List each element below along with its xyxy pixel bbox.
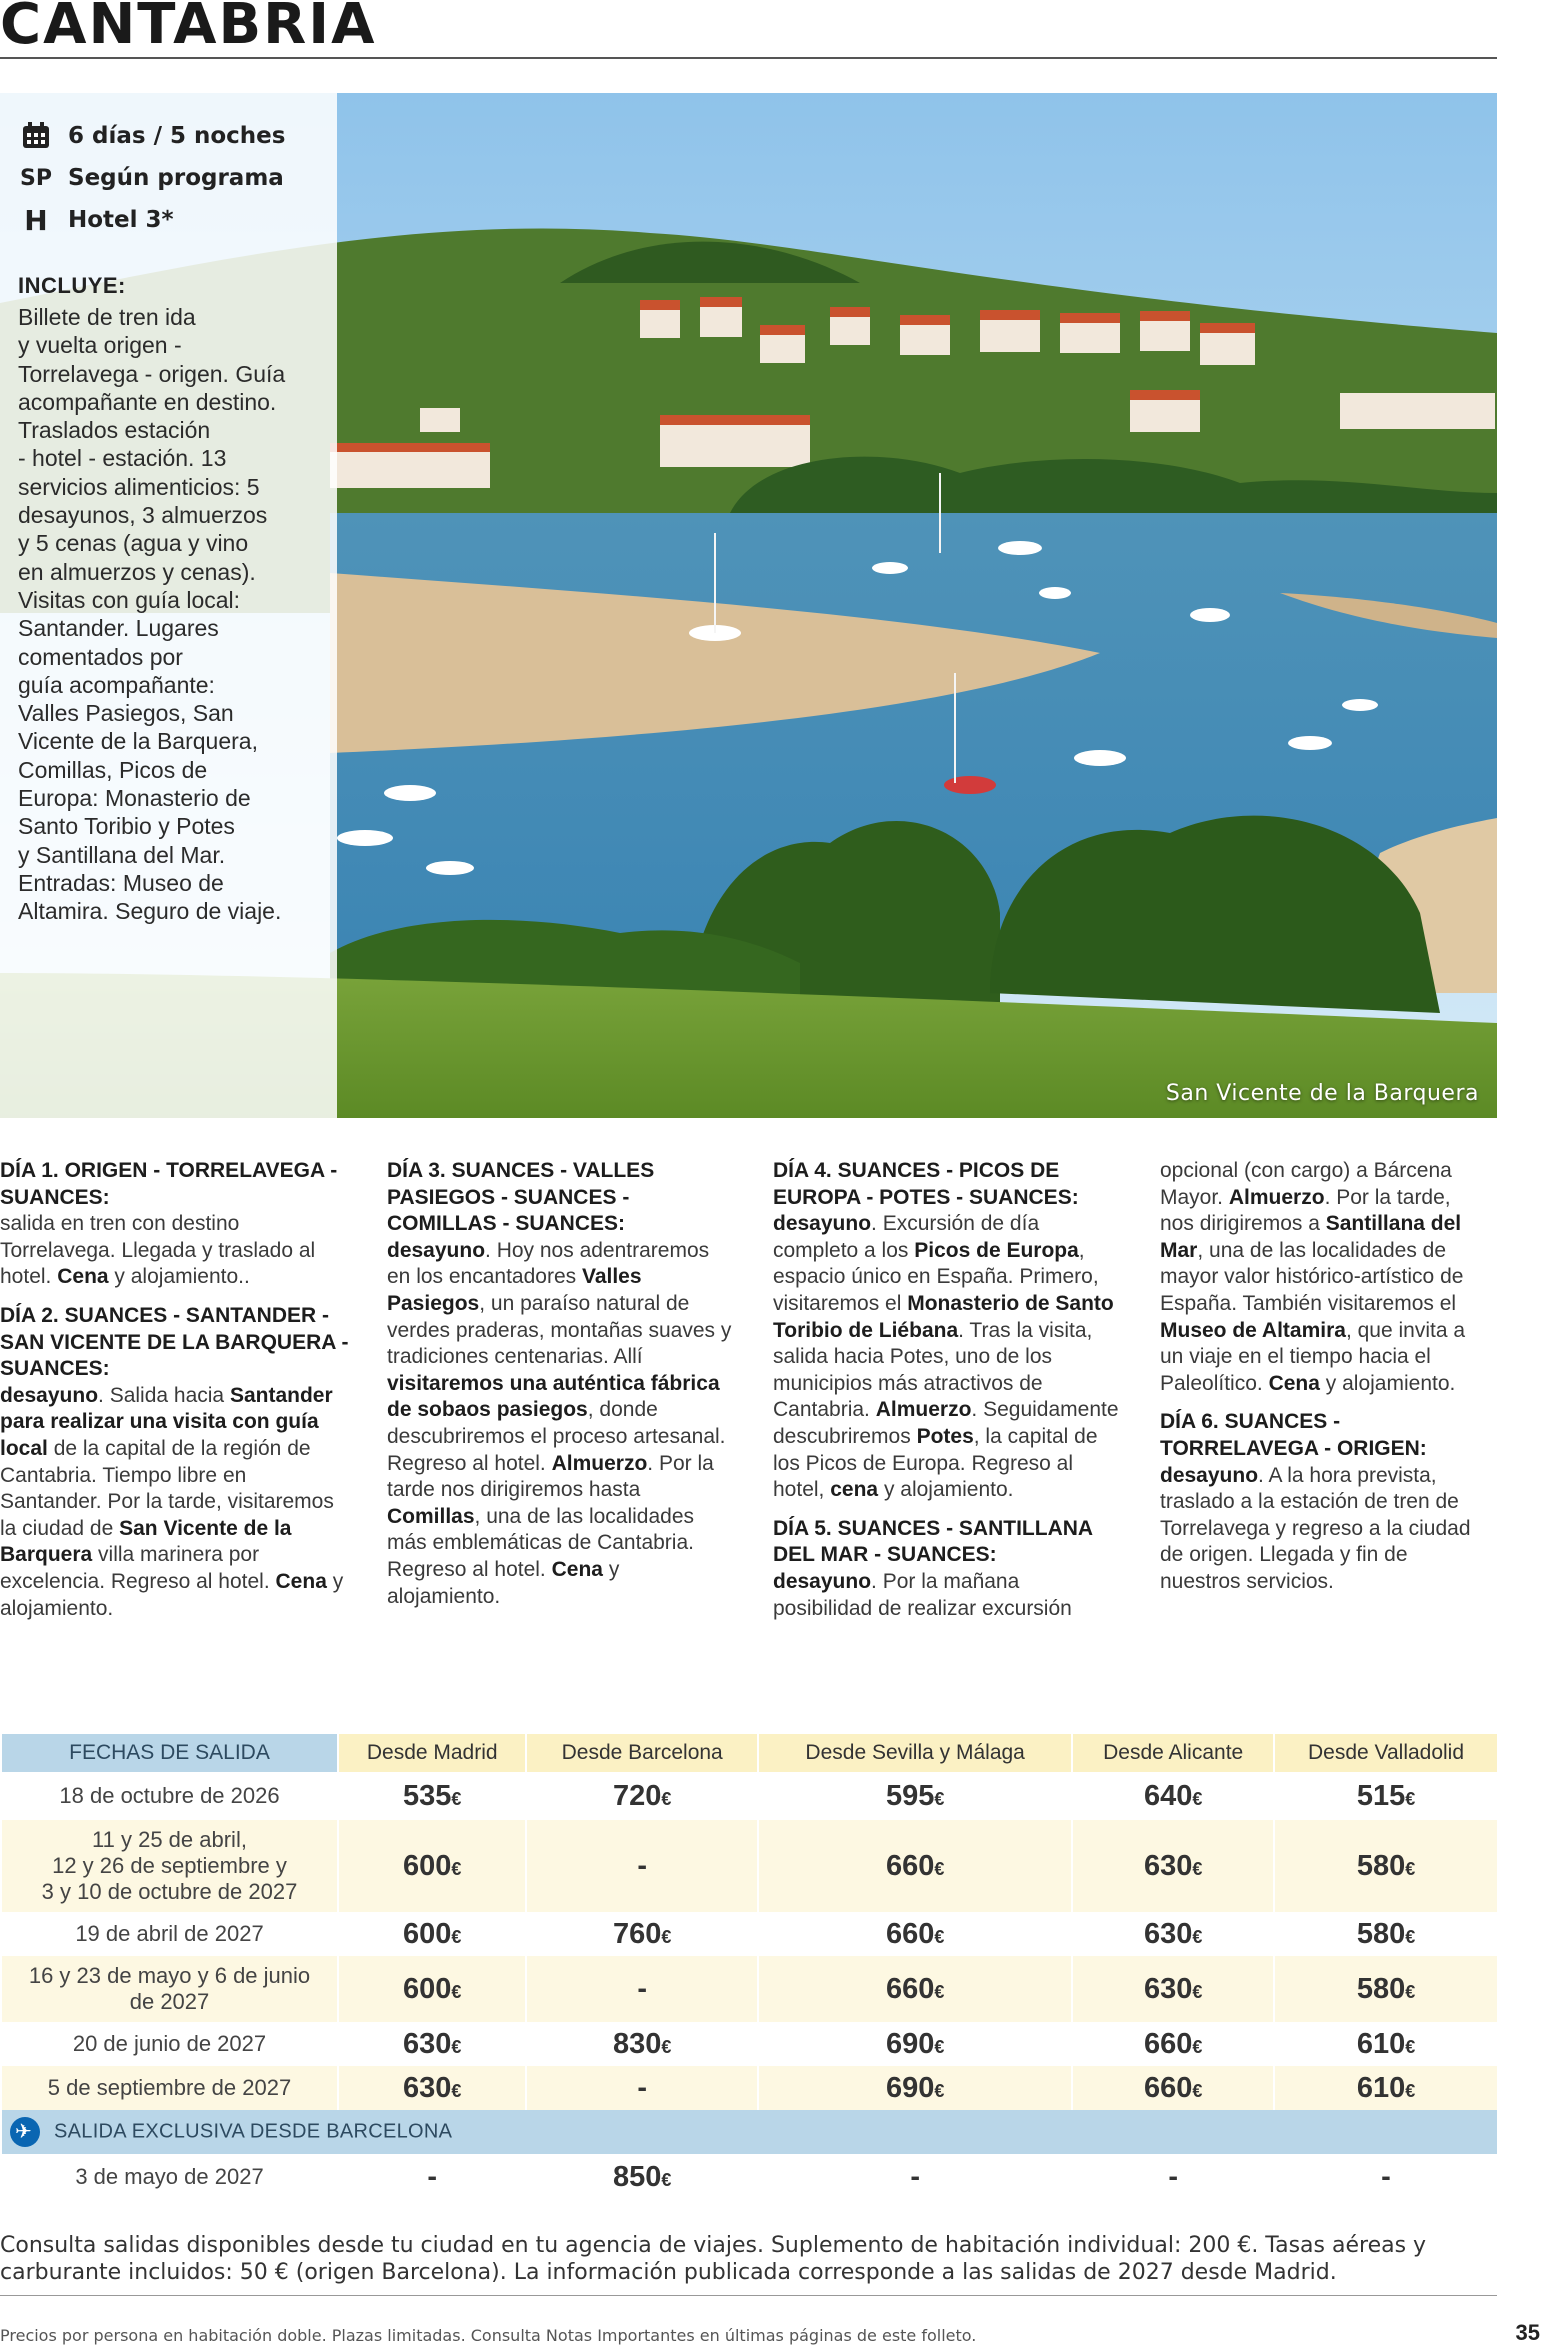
departure-date: 3 de mayo de 2027 — [1, 2154, 338, 2200]
photo-caption: San Vicente de la Barquera — [1165, 1081, 1479, 1106]
day-3-lunch: Almuerzo — [551, 1451, 648, 1475]
price-cell — [1274, 1912, 1497, 1956]
currency-symbol: € — [1405, 1926, 1416, 1947]
price-cell — [1072, 2022, 1274, 2066]
title-divider — [0, 57, 1497, 59]
price-value: - — [637, 1849, 648, 1882]
price-value: 580 — [1356, 1849, 1406, 1882]
day-5 — [773, 1516, 1123, 1622]
day-4-meal: cena — [830, 1478, 879, 1502]
regime-text: Según programa — [68, 165, 284, 191]
includes-heading: INCLUYE: — [18, 273, 126, 298]
price-value: 660 — [885, 1917, 935, 1950]
price-cell — [526, 1772, 758, 1820]
day-2-meal: Cena — [275, 1569, 327, 1593]
page-title: CANTABRIA — [0, 0, 377, 57]
price-value: 660 — [1143, 2071, 1193, 2104]
day-2-text-2: de la capital de la región de Cantabria. Tiempo libre en Santander. Por la tarde, visitaremos la ciudad de — [0, 1436, 334, 1540]
price-row — [1, 2022, 1497, 2066]
day-3-highlight-3: Comillas — [387, 1504, 475, 1528]
day-3-text-3: , donde descubriremos el proceso artesanal. Regreso al hotel. — [387, 1398, 726, 1475]
day-5-meal: Cena — [1268, 1371, 1320, 1395]
price-cell — [1072, 1956, 1274, 2022]
includes-text: Billete de tren ida y vuelta origen - Torrelavega - origen. Guía acompañante en destino. Traslados estación - hotel - estación. 13 servicios alimenticios: 5 desayunos, 3 almuerzos y 5 cenas (agua y vino en almuerzos y cenas). Visitas con guía local: Santander. Lugares comentados por guía acompañante: Valles Pasiegos, San Vicente de la Barquera, Comillas, Picos de Europa: Monasterio de Santo Toribio y Potes y Santillana del Mar. Entradas: Museo de Altamira. Seguro de viaje. — [18, 304, 286, 925]
price-cell — [526, 2154, 758, 2200]
price-cell — [526, 1912, 758, 1956]
currency-symbol: € — [1405, 2036, 1416, 2057]
price-cell — [1274, 2022, 1497, 2066]
price-value: 830 — [612, 2027, 662, 2060]
currency-symbol: € — [1192, 1788, 1203, 1809]
price-cell — [1072, 2154, 1274, 2200]
price-value: 660 — [885, 1849, 935, 1882]
price-table-header — [1, 1734, 1497, 1772]
duration-text: 6 días / 5 noches — [68, 123, 286, 149]
price-cell — [526, 1820, 758, 1912]
price-cell — [338, 2154, 526, 2200]
price-cell — [338, 2022, 526, 2066]
regime-badge-icon: SP — [20, 165, 52, 191]
price-row — [1, 2066, 1497, 2110]
currency-symbol: € — [451, 1788, 462, 1809]
day-4-text-2: , espacio único en España. Primero, visitaremos el — [773, 1238, 1099, 1315]
day-2-text-end: y alojamiento. — [0, 1569, 344, 1620]
currency-symbol: € — [1405, 1858, 1416, 1879]
currency-symbol: € — [934, 1858, 945, 1879]
price-cell — [1274, 1956, 1497, 2022]
day-3-text-4: . Por la tarde nos dirigiremos hasta — [387, 1451, 714, 1502]
price-value: 595 — [885, 1779, 935, 1812]
day-5-text: . Por la mañana posibilidad de realizar excursión — [773, 1569, 1072, 1620]
day-4-text-end: y alojamiento. — [883, 1478, 1014, 1502]
price-value: 630 — [1143, 1972, 1193, 2005]
day-3-text-2: , un paraíso natural de verdes praderas, montañas suaves y tradiciones centenarias. Allí — [387, 1291, 732, 1369]
price-value: 600 — [403, 1917, 452, 1950]
price-row — [1, 1772, 1497, 1820]
day-3-breakfast: desayuno — [387, 1238, 486, 1262]
duration-row — [18, 115, 337, 157]
currency-symbol: € — [1192, 1926, 1203, 1947]
price-cell — [338, 1956, 526, 2022]
day-5-text-4: , una de las localidades de mayor valor histórico-artístico de España. También visitaremos el — [1160, 1238, 1464, 1315]
departure-date: 18 de octubre de 2026 — [1, 1772, 338, 1820]
exclusive-price-row — [1, 2154, 1497, 2200]
day-5-text-5: , que invita a un viaje en el tiempo hacia el Paleolítico. — [1160, 1318, 1466, 1395]
currency-symbol: € — [661, 2036, 672, 2057]
currency-symbol: € — [934, 1788, 945, 1809]
day-2-highlight: Santander para realizar una visita con guía local — [0, 1383, 333, 1460]
price-value: - — [1168, 2160, 1179, 2193]
price-row — [1, 1820, 1497, 1912]
day-6 — [1160, 1409, 1490, 1595]
price-value: 760 — [612, 1917, 662, 1950]
header-dates: FECHAS DE SALIDA — [1, 1734, 338, 1772]
day-5-title: DÍA 5. SUANCES - SANTILLANA DEL MAR - SUANCES: — [773, 1516, 1093, 1567]
itinerary-column-4 — [1160, 1158, 1490, 1608]
day-2-highlight-2: San Vicente de la Barquera — [0, 1516, 292, 1567]
day-4-text-3: . Tras la visita, salida hacia Potes, uno de los municipios más atractivos de Cantabria. — [773, 1318, 1093, 1422]
calendar-icon — [18, 121, 54, 151]
currency-symbol: € — [661, 1926, 672, 1947]
day-4-text: . Excursión de día completo a los — [773, 1212, 1040, 1262]
exclusive-label: SALIDA EXCLUSIVA DESDE BARCELONA — [54, 2120, 453, 2143]
itinerary-column-1 — [0, 1158, 350, 1634]
hotel-row — [18, 199, 337, 241]
price-cell — [758, 1820, 1072, 1912]
departure-date: 19 de abril de 2027 — [1, 1912, 338, 1956]
price-value: 580 — [1356, 1972, 1406, 2005]
price-value: 660 — [885, 1972, 935, 2005]
price-table — [0, 1734, 1497, 2200]
day-1-text: salida en tren con destino Torrelavega. Llegada y traslado al hotel. — [0, 1212, 316, 1289]
day-4-text-5: , la capital de los Picos de Europa. Regreso al hotel, — [773, 1424, 1098, 1502]
price-value: 600 — [403, 1849, 452, 1882]
price-value: 630 — [403, 2027, 452, 2060]
day-6-breakfast: desayuno — [1160, 1463, 1259, 1487]
price-value: 660 — [1143, 2027, 1193, 2060]
day-3-text: . Hoy nos adentraremos en los encantadores — [387, 1238, 710, 1289]
day-4-highlight-2: Monasterio de Santo Toribio de Liébana — [773, 1291, 1114, 1342]
price-value: 720 — [612, 1779, 662, 1812]
day-2-breakfast: desayuno — [0, 1383, 99, 1407]
day-3-highlight: Valles Pasiegos — [387, 1265, 642, 1315]
currency-symbol: € — [1192, 1858, 1203, 1879]
price-value: - — [427, 2160, 438, 2193]
price-cell — [1274, 1772, 1497, 1820]
price-value: 515 — [1356, 1779, 1406, 1812]
info-note: Consulta salidas disponibles desde tu ciudad en tu agencia de viajes. Suplemento de habitación individual: 200 €. Tasas aéreas y carburante incluidos: 50 € (origen Barcelona). La información publicada corresponde a las salidas de 2027 desde Madrid. — [0, 2233, 1427, 2285]
price-cell — [1274, 1820, 1497, 1912]
footnote: Precios por persona en habitación doble. Plazas limitadas. Consulta Notas Importantes en últimas páginas de este folleto. — [0, 2326, 977, 2345]
hotel-icon: H — [24, 203, 48, 237]
price-value: - — [1381, 2160, 1391, 2193]
price-value: 600 — [403, 1972, 452, 2005]
currency-symbol: € — [661, 1788, 672, 1809]
price-cell — [1072, 1772, 1274, 1820]
departure-date: 5 de septiembre de 2027 — [1, 2066, 338, 2110]
day-4 — [773, 1158, 1123, 1504]
day-4-title: DÍA 4. SUANCES - PICOS DE EUROPA - POTES - SUANCES: — [773, 1159, 1079, 1209]
price-row — [1, 1956, 1497, 2022]
price-cell — [1274, 2066, 1497, 2110]
day-1 — [0, 1158, 350, 1291]
day-3 — [387, 1158, 737, 1610]
day-6-title: DÍA 6. SUANCES - TORRELAVEGA - ORIGEN: — [1160, 1410, 1427, 1460]
currency-symbol: € — [1192, 1981, 1203, 2002]
currency-symbol: € — [451, 2036, 462, 2057]
price-value: 630 — [1143, 1917, 1193, 1950]
price-value: 535 — [403, 1779, 452, 1812]
currency-symbol: € — [934, 2036, 945, 2057]
price-cell — [526, 1956, 758, 2022]
day-1-title: DÍA 1. ORIGEN - TORRELAVEGA - SUANCES: — [0, 1159, 338, 1209]
day-5-breakfast: desayuno — [773, 1569, 872, 1593]
day-4-highlight-3: Potes — [916, 1424, 974, 1448]
day-4-highlight: Picos de Europa — [914, 1238, 1079, 1262]
price-value: - — [910, 2160, 920, 2193]
price-value: 850 — [612, 2160, 662, 2193]
currency-symbol: € — [1405, 1788, 1416, 1809]
price-cell — [338, 1912, 526, 1956]
price-value: - — [637, 2071, 648, 2104]
currency-symbol: € — [1405, 2080, 1416, 2101]
price-cell — [758, 2066, 1072, 2110]
price-cell — [758, 2022, 1072, 2066]
price-value: 630 — [403, 2071, 452, 2104]
day-2-title: DÍA 2. SUANCES - SANTANDER - SAN VICENTE DE LA BARQUERA - SUANCES: — [0, 1303, 349, 1381]
day-4-lunch: Almuerzo — [875, 1398, 972, 1422]
price-value: 690 — [885, 2071, 935, 2104]
day-2 — [0, 1303, 350, 1622]
exclusive-departure-banner — [1, 2110, 1497, 2154]
currency-symbol: € — [934, 2080, 945, 2101]
price-cell — [758, 1772, 1072, 1820]
price-cell — [758, 2154, 1072, 2200]
airplane-icon — [10, 2117, 40, 2147]
price-cell — [338, 2066, 526, 2110]
day-1-text-end: y alojamiento.. — [114, 1265, 250, 1289]
price-cell — [1072, 1820, 1274, 1912]
header-barcelona: Desde Barcelona — [526, 1734, 758, 1772]
currency-symbol: € — [451, 1981, 462, 2002]
day-2-text: . Salida hacia — [98, 1383, 225, 1407]
price-cell — [338, 1820, 526, 1912]
page-number: 35 — [1515, 2320, 1540, 2345]
price-cell — [526, 2022, 758, 2066]
hotel-text: Hotel 3* — [68, 207, 174, 233]
price-cell — [338, 1772, 526, 1820]
day-3-title: DÍA 3. SUANCES - VALLES PASIEGOS - SUANCES - COMILLAS - SUANCES: — [387, 1159, 655, 1236]
price-cell — [1274, 2154, 1497, 2200]
price-value: 690 — [885, 2027, 935, 2060]
currency-symbol: € — [451, 1858, 462, 1879]
day-1-meal: Cena — [57, 1265, 109, 1289]
day-2-text-3: villa marinera por excelencia. Regreso al hotel. — [0, 1543, 270, 1593]
day-3-highlight-2: visitaremos una auténtica fábrica de sobaos pasiegos — [387, 1371, 720, 1422]
trip-summary-panel — [0, 93, 337, 1118]
price-cell — [1072, 2066, 1274, 2110]
footer-divider — [0, 2295, 1497, 2296]
day-5-highlight-2: Museo de Altamira — [1160, 1318, 1346, 1342]
day-6-text: . A la hora prevista, traslado a la estación de tren de Torrelavega y regreso a la ciudad de origen. Llegada y fin de nuestros servicios. — [1160, 1463, 1471, 1593]
currency-symbol: € — [451, 1926, 462, 1947]
regime-row — [18, 157, 337, 199]
day-5-text-end: y alojamiento. — [1325, 1371, 1456, 1395]
day-5-highlight: Santillana del Mar — [1160, 1212, 1462, 1262]
day-5-lunch: Almuerzo — [1228, 1185, 1325, 1209]
header-alicante: Desde Alicante — [1072, 1734, 1274, 1772]
day-3-meal: Cena — [551, 1557, 603, 1581]
price-cell — [758, 1912, 1072, 1956]
day-4-text-4: . Seguidamente descubriremos — [773, 1398, 1119, 1448]
departure-date: 16 y 23 de mayo y 6 de junio de 2027 — [1, 1956, 338, 2022]
currency-symbol: € — [934, 1926, 945, 1947]
price-value: 610 — [1356, 2071, 1406, 2104]
day-4-breakfast: desayuno — [773, 1212, 872, 1236]
day-5-text-3: . Por la tarde, nos dirigiremos a — [1160, 1185, 1451, 1236]
price-value: - — [637, 1972, 648, 2005]
price-row — [1, 1912, 1497, 1956]
day-5-text-2: opcional (con cargo) a Bárcena Mayor. — [1160, 1159, 1452, 1209]
price-cell — [526, 2066, 758, 2110]
price-value: 630 — [1143, 1849, 1193, 1882]
currency-symbol: € — [451, 2080, 462, 2101]
price-value: 640 — [1143, 1779, 1193, 1812]
price-value: 580 — [1356, 1917, 1406, 1950]
header-sevilla-malaga: Desde Sevilla y Málaga — [758, 1734, 1072, 1772]
day-5-continued — [1160, 1158, 1490, 1397]
day-3-text-end: y alojamiento. — [387, 1557, 620, 1608]
price-cell — [1072, 1912, 1274, 1956]
currency-symbol: € — [661, 2169, 672, 2190]
itinerary-column-3 — [773, 1158, 1123, 1634]
currency-symbol: € — [1405, 1981, 1416, 2002]
price-value: 610 — [1356, 2027, 1406, 2060]
price-cell — [758, 1956, 1072, 2022]
itinerary-column-2 — [387, 1158, 737, 1622]
departure-date: 20 de junio de 2027 — [1, 2022, 338, 2066]
header-madrid: Desde Madrid — [338, 1734, 526, 1772]
header-valladolid: Desde Valladolid — [1274, 1734, 1497, 1772]
departure-date: 11 y 25 de abril, 12 y 26 de septiembre y 3 y 10 de octubre de 2027 — [1, 1820, 338, 1912]
currency-symbol: € — [934, 1981, 945, 2002]
day-3-text-5: , una de las localidades más emblemáticas de Cantabria. Regreso al hotel. — [387, 1504, 695, 1581]
currency-symbol: € — [1192, 2036, 1203, 2057]
currency-symbol: € — [1192, 2080, 1203, 2101]
